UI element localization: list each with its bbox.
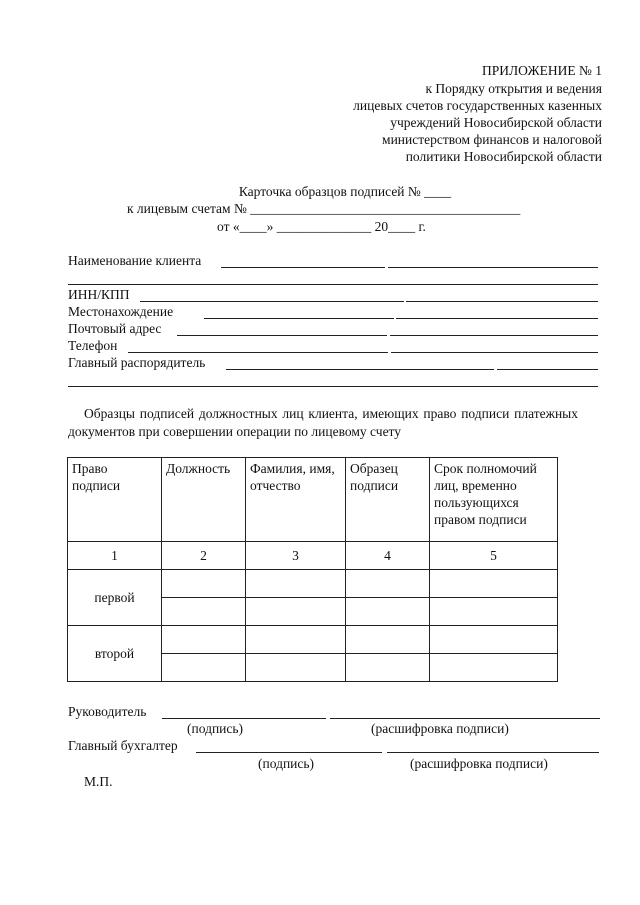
- inn-line-2: [406, 301, 598, 302]
- number-cell: 2: [162, 542, 246, 570]
- appendix-line: лицевых счетов государственных казенных: [353, 98, 602, 113]
- table-cell[interactable]: [430, 654, 558, 682]
- head-decode-line: [330, 718, 600, 719]
- manager-line: [226, 369, 494, 370]
- date-line: от «____» ______________ 20____ г.: [217, 219, 426, 234]
- accounts-line: к лицевым счетам № ________________________________________: [127, 201, 521, 216]
- phone-label: Телефон: [68, 338, 118, 353]
- client-name-continuation-line: [68, 284, 598, 285]
- appendix-line: к Порядку открытия и ведения: [425, 81, 602, 96]
- table-cell[interactable]: [246, 654, 346, 682]
- client-name-label: Наименование клиента: [68, 253, 202, 268]
- appendix-title: ПРИЛОЖЕНИЕ № 1: [481, 63, 602, 78]
- table-cell[interactable]: [246, 570, 346, 598]
- phone-line-2: [391, 352, 598, 353]
- number-cell: 5: [430, 542, 558, 570]
- table-cell[interactable]: [430, 626, 558, 654]
- table-cell[interactable]: [430, 570, 558, 598]
- table-cell[interactable]: [346, 570, 430, 598]
- head-decode-caption: (расшифровка подписи): [371, 721, 509, 736]
- table-cell[interactable]: [162, 570, 246, 598]
- head-signature-line: [162, 718, 326, 719]
- table-cell[interactable]: [346, 598, 430, 626]
- stamp-label: М.П.: [84, 774, 113, 789]
- table-row: [68, 570, 558, 598]
- table-cell[interactable]: [346, 626, 430, 654]
- header-cell: Должность: [162, 458, 246, 542]
- accountant-label: Главный бухгалтер: [68, 738, 178, 753]
- manager-continuation-line: [68, 386, 598, 387]
- header-cell: Фамилия, имя, отчество: [246, 458, 346, 542]
- accountant-decode-line: [387, 752, 599, 753]
- number-cell: 4: [346, 542, 430, 570]
- client-name-line: [221, 267, 385, 268]
- head-label: Руководитель: [68, 704, 147, 719]
- signature-right-label: первой: [68, 570, 162, 626]
- table-row: [68, 626, 558, 654]
- appendix-line: учреждений Новосибирской области: [390, 115, 602, 130]
- header-cell: Право подписи: [68, 458, 162, 542]
- table-header-row: [68, 458, 558, 542]
- accountant-signature-line: [196, 752, 382, 753]
- client-name-line-2: [388, 267, 598, 268]
- manager-line-2: [497, 369, 598, 370]
- inn-line: [140, 301, 404, 302]
- signatures-description: Образцы подписей должностных лиц клиента, имеющих право подписи платежных документов при совершении операции по лицевому счету: [68, 406, 578, 439]
- header-cell: Срок полномочий лиц, временно пользующихся правом подписи: [430, 458, 558, 542]
- table-cell[interactable]: [430, 598, 558, 626]
- postal-line: [177, 335, 387, 336]
- card-title: Карточка образцов подписей № ____: [238, 184, 452, 199]
- table-cell[interactable]: [246, 626, 346, 654]
- appendix-line: министерством финансов и налоговой: [382, 132, 602, 147]
- inn-label: ИНН/КПП: [68, 287, 130, 302]
- location-line-2: [396, 318, 598, 319]
- number-cell: 1: [68, 542, 162, 570]
- table-cell[interactable]: [246, 598, 346, 626]
- table-number-row: [68, 542, 558, 570]
- phone-line: [128, 352, 388, 353]
- signature-right-label: второй: [68, 626, 162, 682]
- head-sign-caption: (подпись): [187, 721, 244, 736]
- table-cell[interactable]: [162, 626, 246, 654]
- appendix-line: политики Новосибирской области: [405, 149, 602, 164]
- table-cell[interactable]: [162, 598, 246, 626]
- location-line: [204, 318, 394, 319]
- signatures-table: [67, 457, 558, 682]
- accountant-decode-caption: (расшифровка подписи): [410, 756, 548, 771]
- accountant-sign-caption: (подпись): [258, 756, 315, 771]
- postal-line-2: [390, 335, 598, 336]
- number-cell: 3: [246, 542, 346, 570]
- table-cell[interactable]: [346, 654, 430, 682]
- postal-label: Почтовый адрес: [68, 321, 162, 336]
- header-cell: Образец подписи: [346, 458, 430, 542]
- manager-label: Главный распорядитель: [68, 355, 206, 370]
- table-cell[interactable]: [162, 654, 246, 682]
- location-label: Местонахождение: [68, 304, 174, 319]
